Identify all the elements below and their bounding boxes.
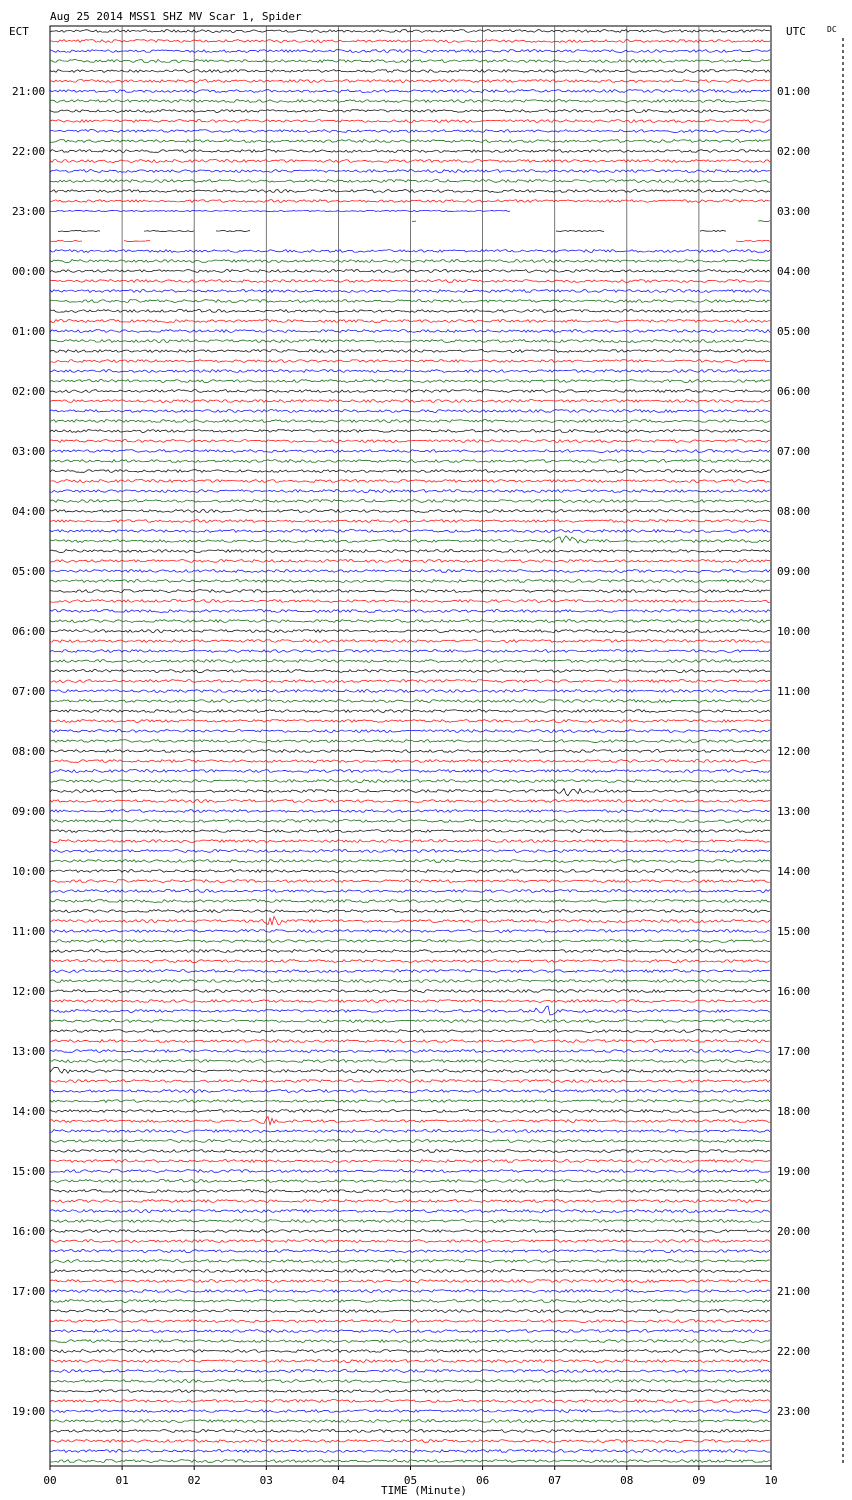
seismic-trace — [50, 180, 770, 183]
left-hour-label: 15:00 — [12, 1165, 46, 1178]
right-hour-label: 11:00 — [777, 685, 811, 698]
seismic-trace — [50, 1060, 770, 1063]
seismic-trace — [50, 410, 770, 413]
right-hour-label: 06:00 — [777, 385, 811, 398]
seismic-trace — [50, 690, 770, 693]
chart-title: Aug 25 2014 MSS1 SHZ MV Scar 1, Spider — [50, 10, 302, 23]
seismic-trace — [50, 770, 770, 773]
seismic-trace — [50, 1210, 770, 1213]
right-hour-label: 09:00 — [777, 565, 811, 578]
seismic-trace — [50, 1310, 770, 1313]
seismic-trace — [50, 1290, 770, 1293]
seismic-trace — [50, 610, 770, 613]
seismic-trace — [50, 1340, 770, 1343]
right-hour-label: 14:00 — [777, 865, 811, 878]
trace-group — [50, 30, 770, 1463]
left-hour-label: 10:00 — [12, 865, 46, 878]
seismic-trace — [50, 1240, 770, 1243]
seismic-trace — [50, 1040, 770, 1043]
left-hour-label: 06:00 — [12, 625, 46, 638]
right-hour-label: 08:00 — [777, 505, 811, 518]
seismic-trace — [50, 120, 770, 123]
seismic-trace — [50, 980, 770, 983]
right-hour-label: 17:00 — [777, 1045, 811, 1058]
right-hour-label: 13:00 — [777, 805, 811, 818]
seismic-trace — [50, 80, 770, 83]
left-hour-label: 03:00 — [12, 445, 46, 458]
seismic-trace — [50, 420, 770, 423]
seismic-trace — [50, 650, 770, 653]
seismic-trace — [50, 480, 770, 483]
seismic-trace — [50, 917, 770, 925]
left-hour-label: 17:00 — [12, 1285, 46, 1298]
left-hour-label: 11:00 — [12, 925, 46, 938]
seismic-trace — [50, 990, 770, 993]
seismic-trace — [50, 870, 770, 873]
seismic-trace — [50, 400, 770, 403]
right-hour-label: 10:00 — [777, 625, 811, 638]
right-hour-label: 01:00 — [777, 85, 811, 98]
seismic-trace — [50, 1100, 770, 1103]
seismic-trace — [50, 660, 770, 663]
seismic-trace — [50, 150, 770, 153]
right-timezone-label: UTC — [786, 25, 806, 38]
seismic-trace — [50, 850, 770, 853]
seismic-trace — [50, 100, 770, 103]
seismic-trace — [50, 550, 770, 553]
seismic-trace — [50, 1460, 770, 1463]
axis-label-group — [12, 85, 810, 1487]
right-hour-label: 03:00 — [777, 205, 811, 218]
seismic-trace — [50, 560, 770, 563]
left-hour-label: 02:00 — [12, 385, 46, 398]
seismic-trace — [50, 670, 770, 673]
seismic-trace — [50, 1090, 770, 1093]
seismic-trace — [50, 830, 770, 833]
seismic-trace — [50, 1440, 770, 1443]
seismic-trace — [50, 170, 770, 173]
seismic-trace — [50, 250, 770, 253]
x-tick-label: 08 — [620, 1474, 634, 1487]
seismic-trace — [50, 40, 770, 43]
seismic-trace — [50, 880, 770, 883]
left-hour-label: 13:00 — [12, 1045, 46, 1058]
seismic-trace — [50, 430, 770, 433]
plot-grid — [50, 26, 771, 1470]
seismic-trace — [50, 800, 770, 803]
left-hour-label: 05:00 — [12, 565, 46, 578]
x-tick-label: 10 — [764, 1474, 778, 1487]
seismic-trace — [50, 270, 770, 273]
seismic-trace — [50, 50, 770, 53]
seismic-trace — [50, 760, 770, 763]
left-hour-label: 18:00 — [12, 1345, 46, 1358]
seismic-trace — [50, 1006, 770, 1015]
seismic-trace — [50, 200, 770, 203]
seismic-trace — [50, 1300, 770, 1303]
seismic-trace — [50, 1360, 770, 1363]
seismic-trace — [50, 720, 770, 723]
seismic-trace — [50, 1050, 770, 1053]
seismic-trace — [50, 440, 770, 443]
x-tick-label: 02 — [187, 1474, 201, 1487]
right-hour-label: 02:00 — [777, 145, 811, 158]
seismic-trace — [50, 1030, 770, 1033]
seismic-trace — [50, 960, 770, 963]
seismic-trace — [50, 520, 770, 523]
seismic-trace — [50, 390, 770, 393]
seismic-trace — [50, 1000, 770, 1003]
right-hour-label: 07:00 — [777, 445, 811, 458]
seismic-trace — [50, 900, 770, 903]
seismic-trace — [50, 1450, 770, 1453]
x-tick-label: 03 — [259, 1474, 273, 1487]
seismic-trace — [50, 330, 770, 333]
seismic-trace — [50, 620, 770, 623]
seismic-trace — [50, 1200, 770, 1203]
seismic-trace — [50, 130, 770, 133]
seismic-trace — [50, 1420, 770, 1423]
seismic-trace — [50, 1270, 770, 1273]
seismic-trace — [50, 280, 770, 283]
x-tick-label: 05 — [403, 1474, 418, 1487]
right-hour-label: 20:00 — [777, 1225, 811, 1238]
x-tick-label: 01 — [115, 1474, 129, 1487]
seismic-trace — [50, 810, 770, 813]
seismic-trace — [50, 160, 770, 163]
left-hour-label: 09:00 — [12, 805, 46, 818]
left-hour-label: 16:00 — [12, 1225, 46, 1238]
seismic-trace — [50, 210, 510, 211]
seismic-trace — [50, 630, 770, 633]
seismic-trace — [50, 190, 770, 193]
seismic-trace — [50, 370, 770, 373]
seismic-trace — [50, 1280, 770, 1283]
seismic-trace — [50, 1260, 770, 1263]
right-hour-label: 18:00 — [777, 1105, 811, 1118]
seismic-trace — [50, 350, 770, 353]
seismic-trace — [50, 860, 770, 863]
seismic-trace — [50, 1430, 770, 1433]
seismic-trace — [50, 500, 770, 503]
left-hour-label: 23:00 — [12, 205, 46, 218]
seismic-trace — [50, 1130, 770, 1133]
seismic-trace — [50, 300, 770, 303]
seismic-trace — [50, 789, 770, 796]
seismic-trace — [50, 1230, 770, 1233]
right-hour-label: 12:00 — [777, 745, 811, 758]
seismic-trace — [50, 70, 770, 73]
seismic-trace — [50, 1067, 770, 1073]
right-hour-label: 15:00 — [777, 925, 811, 938]
x-axis-label: TIME (Minute) — [380, 1484, 468, 1497]
seismic-trace — [50, 460, 770, 463]
seismic-trace — [50, 1110, 770, 1113]
seismic-trace — [50, 536, 770, 543]
seismic-trace — [50, 950, 770, 953]
seismic-trace — [50, 530, 770, 533]
seismic-trace — [58, 230, 726, 231]
left-hour-label: 00:00 — [12, 265, 46, 278]
seismic-trace — [50, 740, 770, 743]
seismic-trace — [50, 1140, 770, 1143]
x-tick-label: 09 — [692, 1474, 706, 1487]
seismic-trace — [50, 320, 770, 323]
x-tick-label: 07 — [548, 1474, 562, 1487]
seismic-trace — [50, 90, 770, 93]
seismic-trace — [50, 640, 770, 643]
seismic-trace — [50, 940, 770, 943]
seismic-trace — [50, 510, 770, 513]
right-hour-label: 22:00 — [777, 1345, 811, 1358]
seismic-trace — [50, 1160, 770, 1163]
seismic-trace — [50, 260, 770, 263]
left-hour-label: 08:00 — [12, 745, 46, 758]
right-hour-label: 16:00 — [777, 985, 811, 998]
seismic-trace — [50, 1116, 770, 1124]
seismic-trace — [50, 910, 770, 913]
seismic-trace — [50, 700, 770, 703]
seismic-trace — [50, 1170, 770, 1173]
seismic-trace — [50, 360, 770, 363]
seismic-trace — [50, 1250, 770, 1253]
seismic-trace — [50, 1180, 770, 1183]
seismic-trace — [50, 730, 770, 733]
right-hour-label: 05:00 — [777, 325, 811, 338]
seismic-trace — [50, 930, 770, 933]
seismic-trace — [412, 221, 770, 222]
seismic-trace — [50, 820, 770, 823]
seismic-trace — [50, 1410, 770, 1413]
right-hour-label: 19:00 — [777, 1165, 811, 1178]
seismic-trace — [50, 290, 770, 293]
seismic-trace — [50, 1380, 770, 1383]
seismic-trace — [50, 110, 770, 113]
seismic-trace — [50, 30, 770, 33]
left-hour-label: 19:00 — [12, 1405, 46, 1418]
seismic-trace — [50, 710, 770, 713]
seismic-trace — [50, 1150, 770, 1153]
seismic-trace — [50, 1190, 770, 1193]
left-hour-label: 21:00 — [12, 85, 46, 98]
right-hour-label: 21:00 — [777, 1285, 811, 1298]
seismic-trace — [50, 1390, 770, 1393]
seismic-trace — [50, 780, 770, 783]
seismic-trace — [50, 580, 770, 583]
seismic-trace — [50, 1400, 770, 1403]
seismic-trace — [50, 890, 770, 893]
seismic-trace — [50, 1350, 770, 1353]
left-timezone-label: ECT — [9, 25, 29, 38]
seismic-trace — [50, 840, 770, 843]
seismic-trace — [50, 680, 770, 683]
seismic-trace — [50, 570, 770, 573]
seismic-trace — [50, 340, 770, 343]
right-hour-label: 23:00 — [777, 1405, 811, 1418]
seismic-trace — [50, 140, 770, 143]
seismic-trace — [50, 470, 770, 473]
seismic-trace — [50, 750, 770, 753]
seismic-trace — [50, 1370, 770, 1373]
left-hour-label: 01:00 — [12, 325, 46, 338]
left-hour-label: 22:00 — [12, 145, 46, 158]
left-hour-label: 12:00 — [12, 985, 46, 998]
seismic-trace — [50, 310, 770, 313]
seismic-trace — [50, 590, 770, 593]
x-tick-label: 04 — [331, 1474, 346, 1487]
seismic-trace — [50, 1020, 770, 1023]
seismic-trace — [50, 450, 770, 453]
seismic-trace — [50, 380, 770, 383]
seismic-trace — [50, 970, 770, 973]
left-hour-label: 07:00 — [12, 685, 46, 698]
x-tick-label: 00 — [43, 1474, 57, 1487]
seismic-trace — [50, 1330, 770, 1333]
seismic-trace — [50, 1320, 770, 1323]
seismic-trace — [50, 1220, 770, 1223]
seismic-trace — [50, 600, 770, 603]
left-hour-label: 04:00 — [12, 505, 46, 518]
seismic-trace — [50, 490, 770, 493]
seismic-trace — [50, 1080, 770, 1083]
seismic-trace — [50, 60, 770, 63]
dc-tag: DC — [827, 25, 837, 34]
seismic-trace — [50, 240, 770, 241]
x-tick-label: 06 — [475, 1474, 490, 1487]
left-hour-label: 14:00 — [12, 1105, 46, 1118]
right-hour-label: 04:00 — [777, 265, 811, 278]
